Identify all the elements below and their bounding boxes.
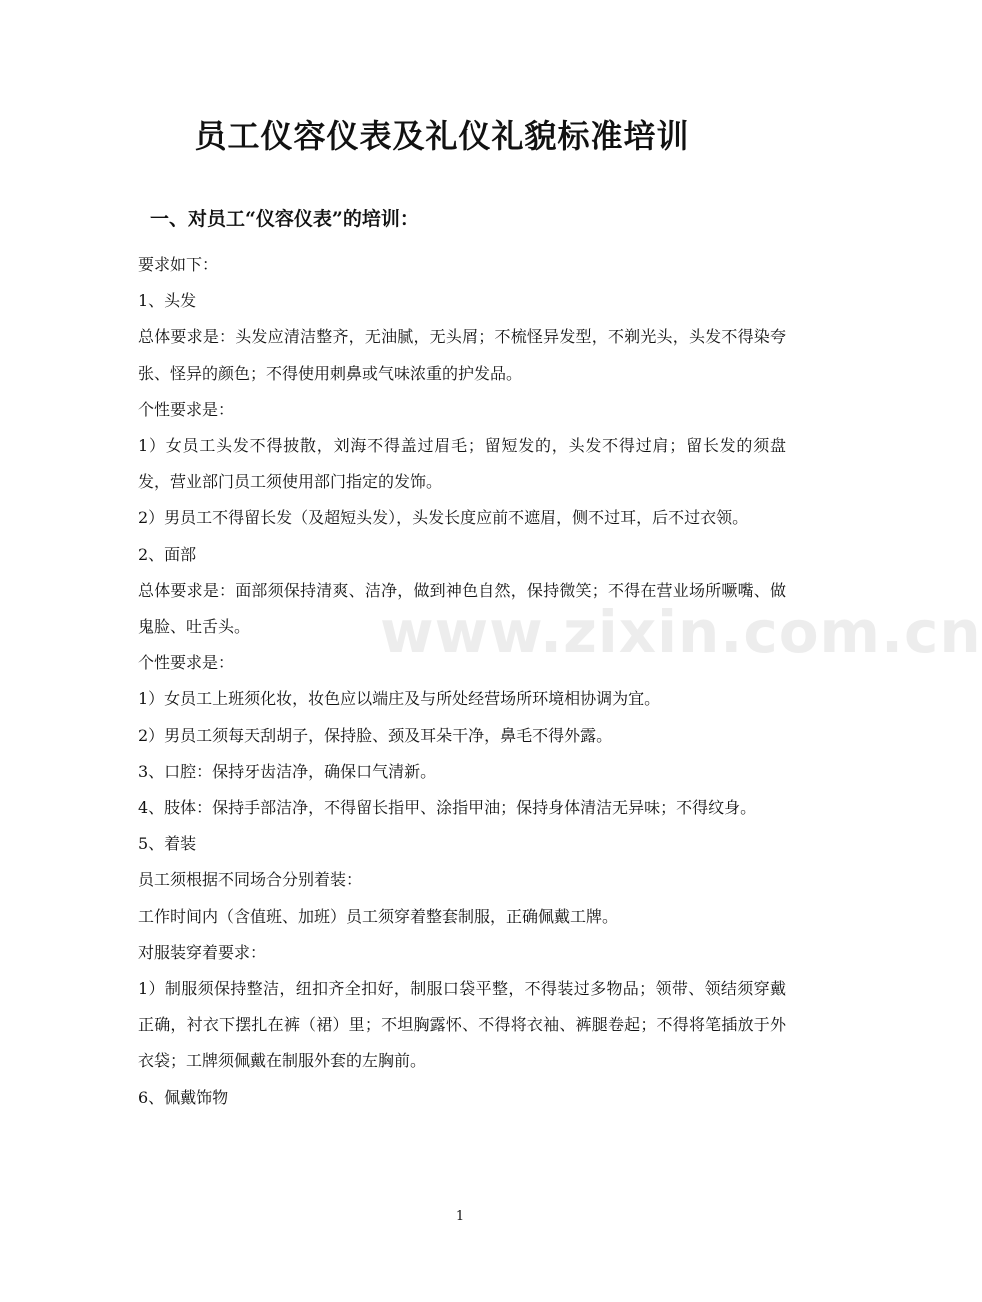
paragraph: 工作时间内（含值班、加班）员工须穿着整套制服，正确佩戴工牌。	[138, 906, 619, 926]
paragraph: 个性要求是：	[138, 653, 235, 673]
paragraph: 员工须根据不同场合分别着装：	[138, 870, 363, 890]
paragraph: 要求如下：	[138, 255, 219, 274]
document-title: 员工仪容仪表及礼仪礼貌标准培训	[194, 117, 690, 155]
paragraph: 6、佩戴饰物	[138, 1087, 229, 1107]
paragraph: 1）制服须保持整洁，纽扣齐全扣好，制服口袋平整，不得装过多物品；领带、领结须穿戴正确，衬衣下摆扎在裤（裙）里；不坦胸露怀、不得将衣袖、裤腿卷起；不得将笔插放于外衣袋；工牌须佩戴在制服外套的左胸前。	[138, 979, 786, 1071]
paragraph: 个性要求是：	[138, 399, 235, 419]
paragraph: 3、口腔：保持牙齿洁净，确保口气清新。	[138, 761, 437, 781]
section-heading: 一、对员工“仪容仪表”的培训：	[150, 208, 419, 230]
paragraph: 5、着装	[138, 834, 197, 854]
paragraph: 对服装穿着要求：	[138, 942, 267, 962]
watermark: www.zixin.com.cn	[380, 598, 982, 666]
paragraph: 2）男员工不得留长发（及超短头发），头发长度应前不遮眉，侧不过耳，后不过衣领。	[138, 508, 749, 528]
paragraph: 4、肢体：保持手部洁净，不得留长指甲、涂指甲油；保持身体清洁无异味；不得纹身。	[138, 798, 757, 818]
paragraph: 1）女员工上班须化妆，妆色应以端庄及与所处经营场所环境相协调为宜。	[138, 689, 661, 709]
paragraph: 总体要求是：面部须保持清爽、洁净，做到神色自然，保持微笑；不得在营业场所噘嘴、做鬼脸、吐舌头。	[138, 580, 786, 637]
paragraph: 2、面部	[138, 544, 197, 564]
page-number: 1	[455, 1209, 465, 1224]
paragraph: 2）男员工须每天刮胡子，保持脸、颈及耳朵干净，鼻毛不得外露。	[138, 725, 613, 745]
paragraph: 总体要求是：头发应清洁整齐，无油腻，无头屑；不梳怪异发型，不剃光头，头发不得染夸张、怪异的颜色；不得使用刺鼻或气味浓重的护发品。	[138, 327, 786, 383]
paragraph: 1）女员工头发不得披散，刘海不得盖过眉毛；留短发的，头发不得过肩；留长发的须盘发，营业部门员工须使用部门指定的发饰。	[138, 436, 786, 492]
paragraph: 1、头发	[138, 291, 197, 311]
document-body	[138, 247, 786, 1116]
